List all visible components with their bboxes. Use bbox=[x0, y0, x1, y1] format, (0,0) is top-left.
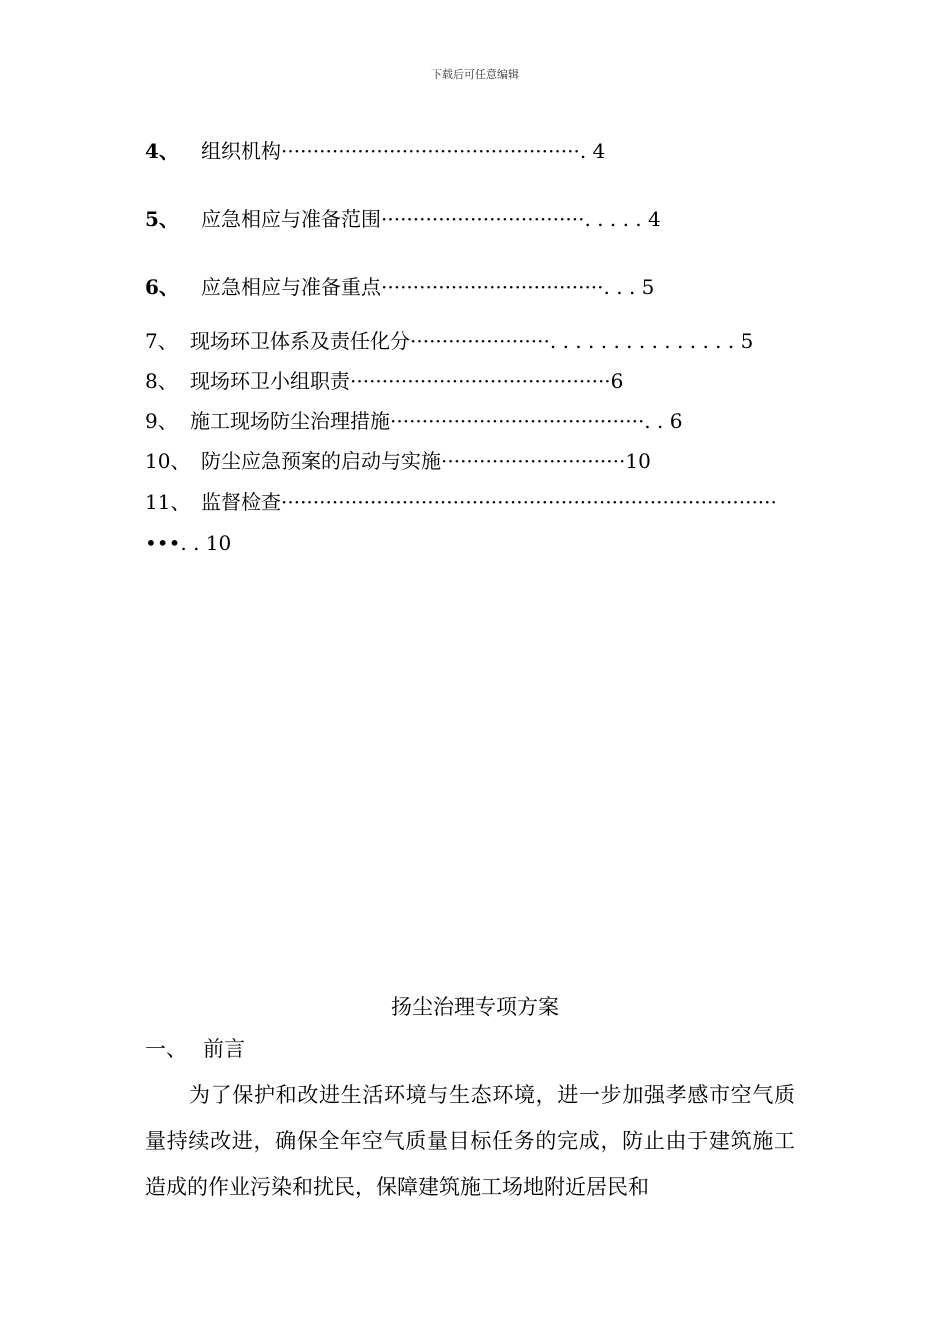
toc-item-title: 应急相应与准备重点 bbox=[201, 275, 381, 299]
toc-item[interactable] bbox=[145, 447, 651, 475]
section-heading bbox=[145, 1034, 245, 1064]
toc-item-number: 8、 bbox=[145, 369, 178, 393]
toc-item-page: . . 10 bbox=[180, 531, 232, 555]
body-paragraph: 为了保护和改进生活环境与生态环境，进一步加强孝感市空气质量持续改进，确保全年空气质量目标任务的完成，防止由于建筑施工造成的作业污染和扰民，保障建筑施工场地附近居民和 bbox=[145, 1083, 795, 1199]
toc-item-number: 5、 bbox=[145, 207, 179, 231]
toc-item[interactable] bbox=[145, 205, 661, 233]
toc-item-page: . 4 bbox=[579, 139, 606, 163]
toc-item-leader: ··································· bbox=[381, 275, 604, 299]
toc-item-number: 7、 bbox=[145, 329, 178, 353]
header-note: 下载后可任意编辑 bbox=[431, 68, 519, 81]
toc-item-title: 现场环卫小组职责 bbox=[190, 369, 350, 393]
toc-item-leader: ·············································································· bbox=[281, 490, 777, 514]
toc-item-title: 现场环卫体系及责任化分 bbox=[190, 329, 410, 353]
toc-item-title: 防尘应急预案的启动与实施 bbox=[201, 449, 441, 473]
toc-item-title: 施工现场防尘治理措施 bbox=[190, 409, 390, 433]
toc-item-leader: ··············································· bbox=[281, 139, 580, 163]
toc-item-continuation bbox=[145, 529, 231, 557]
toc-item-page: . . . 5 bbox=[603, 275, 655, 299]
toc-item-title: 监督检查 bbox=[201, 490, 281, 514]
toc-item-number: 4、 bbox=[145, 139, 179, 163]
toc-item[interactable] bbox=[145, 273, 654, 301]
toc-item[interactable] bbox=[145, 488, 777, 516]
toc-item[interactable] bbox=[145, 327, 753, 355]
toc-item-title: 应急相应与准备范围 bbox=[201, 207, 381, 231]
toc-item[interactable] bbox=[145, 367, 623, 395]
document-title: 扬尘治理专项方案 bbox=[391, 995, 559, 1019]
section-title: 前言 bbox=[203, 1037, 245, 1061]
toc-item-leader: ········································· bbox=[350, 369, 611, 393]
toc-item-leader: ····························· bbox=[441, 449, 626, 473]
toc-item-leader: ······················ bbox=[410, 329, 550, 353]
toc-item-page: 6 bbox=[610, 369, 624, 393]
toc-item[interactable] bbox=[145, 137, 605, 165]
toc-item[interactable] bbox=[145, 407, 682, 435]
toc-item-page: . . . . . 4 bbox=[584, 207, 661, 231]
toc-item-leader: ········································ bbox=[390, 409, 645, 433]
toc-item-leader: ••• bbox=[145, 531, 181, 555]
toc-item-number: 6、 bbox=[145, 275, 179, 299]
toc-item-page: 10 bbox=[625, 449, 651, 473]
toc-item-page: . . . . . . . . . . . . . . . 5 bbox=[549, 329, 754, 353]
toc-item-number: 11、 bbox=[145, 490, 191, 514]
toc-item-page: . . 6 bbox=[644, 409, 683, 433]
toc-item-leader: ································ bbox=[381, 207, 585, 231]
toc-item-number: 10、 bbox=[145, 449, 191, 473]
section-number: 一、 bbox=[145, 1037, 187, 1061]
toc-item-number: 9、 bbox=[145, 409, 178, 433]
toc-item-title: 组织机构 bbox=[201, 139, 281, 163]
